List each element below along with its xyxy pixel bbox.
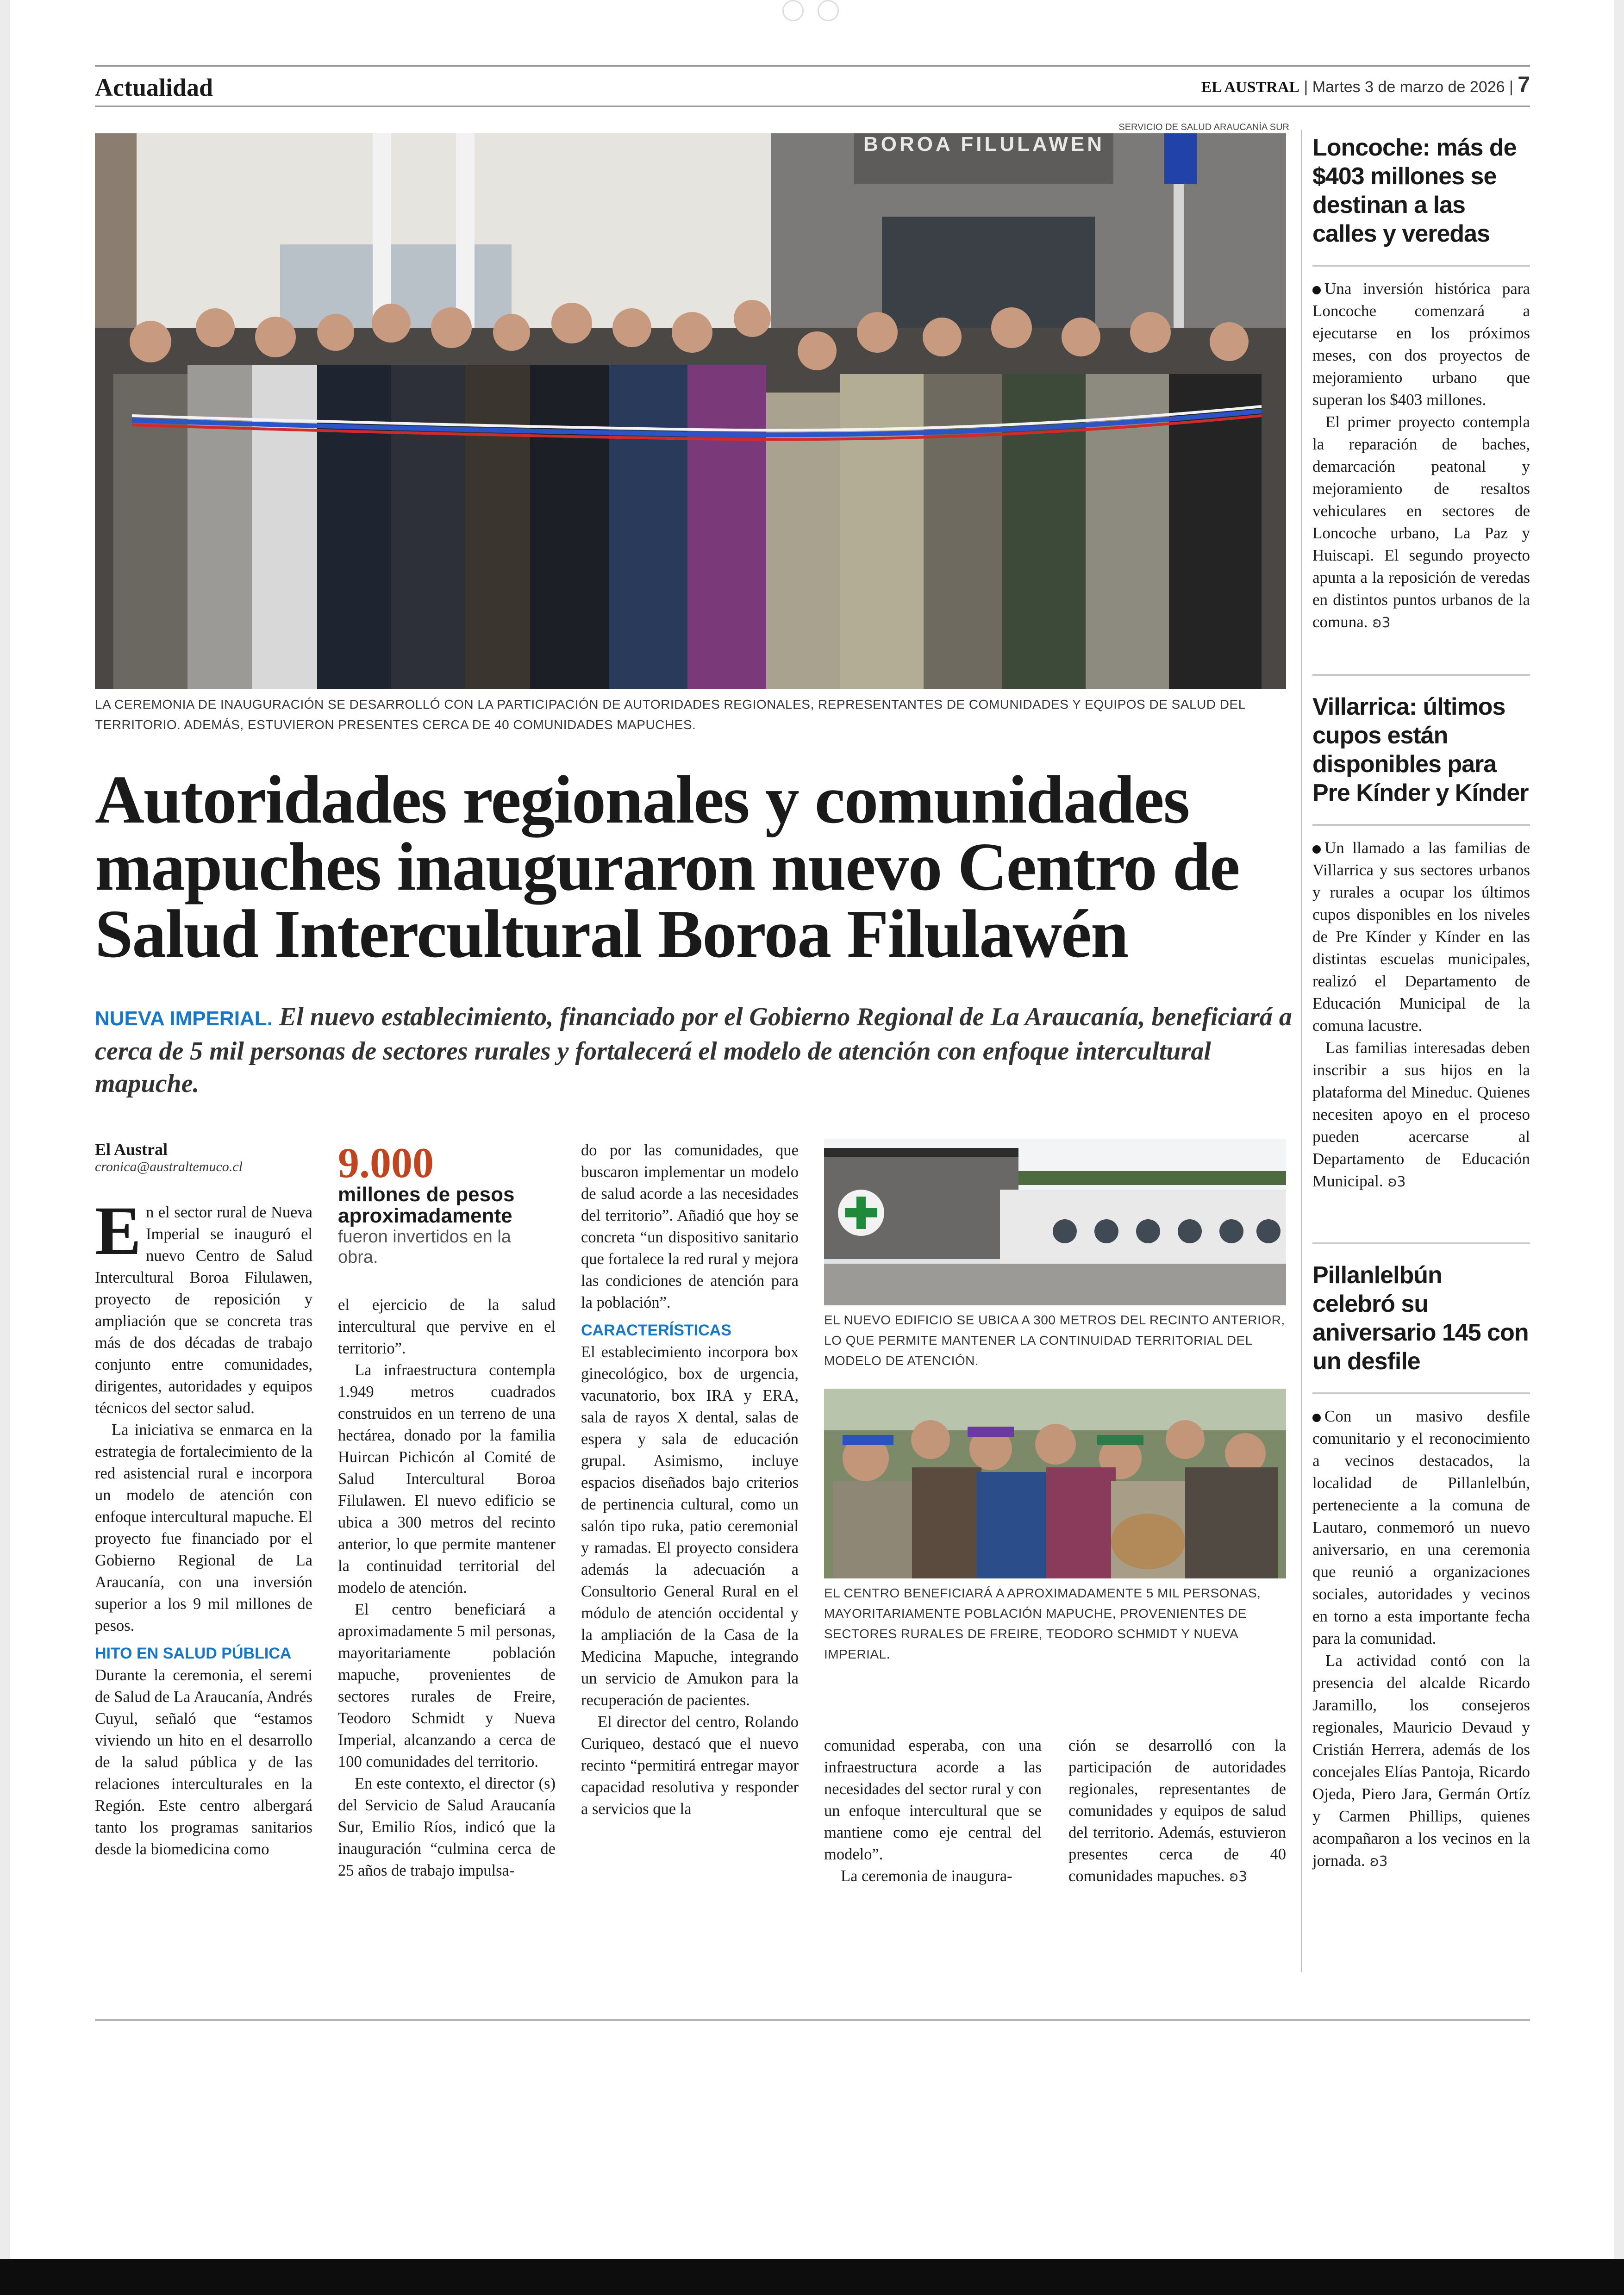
end-mark-icon: ʚ3	[1387, 1174, 1406, 1190]
headline: Autoridades regionales y comunidades mapuches inauguraron nuevo Centro de Salud Intercultural Boroa Filulawén	[95, 762, 1239, 972]
story1-separator	[1312, 265, 1530, 267]
page-edge-right	[1614, 0, 1624, 2259]
highlight-sub: fueron invertidos en la obra.	[338, 1227, 511, 1267]
highlight-number: 9.000	[338, 1139, 434, 1186]
col2-p4: En este contexto, el director (s) del Servicio de Salud Araucanía Sur, Emilio Ríos, indicó que la inauguración “culmina cerca de 25 años de trabajo impulsa-	[338, 1775, 556, 1879]
photo-credit: SERVICIO DE SALUD ARAUCANÍA SUR	[1118, 122, 1289, 132]
deck-text: El nuevo establecimiento, financiado por el Gobierno Regional de La Araucanía, beneficiará a cerca de 5 mil personas de sectores rurales y fortalecerá el modelo de atención con enfoque intercultural mapuche.	[95, 1003, 1292, 1098]
masthead: EL AUSTRAL | Martes 3 de marzo de 2026 | 7	[1201, 73, 1530, 97]
page-number: 7	[1518, 73, 1530, 97]
highlight-label: millones de pesos aproximadamente	[338, 1183, 515, 1227]
col4-p1: comunidad esperaba, con una infraestructura acorde a las necesidades del sector rural y con un enfoque intercultural que se mantiene como eje central del modelo”.	[824, 1737, 1042, 1863]
dropcap: E	[95, 1192, 142, 1269]
page-bottom-rule	[95, 2019, 1530, 2021]
byline: El Austral	[95, 1140, 168, 1159]
col2-p3: El centro beneficiará a aproximadamente 5 mil personas, mayoritariamente población mapuche, provenientes de sectores rurales de Freire, Teodoro Schmidt y Nueva Imperial, alcanzando a cerca de 100 comunidades del territorio.	[338, 1601, 556, 1771]
article-column-4	[824, 1735, 1042, 1887]
issue-date: Martes 3 de marzo de 2026	[1312, 78, 1505, 96]
sidebar-divider	[1301, 130, 1302, 1972]
section-label: Actualidad	[95, 74, 213, 101]
header-bottom-rule	[95, 106, 1530, 107]
subhead-caracteristicas: CARACTERÍSTICAS	[581, 1322, 731, 1339]
col1-p1: n el sector rural de Nueva Imperial se inauguró el nuevo Centro de Salud Intercultural Boroa Filulawen, proyecto de reposición y ampliación que se concreta tras más de dos décadas de trabajo conjunto entre comunidades, dirigentes, autoridades y equipos técnicos del sector salud.	[95, 1204, 312, 1417]
end-mark-icon: ʚ3	[1372, 615, 1391, 631]
article-column-3	[581, 1140, 799, 1820]
article-column-2	[338, 1294, 556, 1882]
article-column-1	[95, 1192, 312, 1860]
col2-p1: el ejercicio de la salud intercultural que pervive en el territorio”.	[338, 1296, 556, 1357]
story3-separator	[1312, 1392, 1530, 1394]
story3-body	[1312, 1405, 1530, 1873]
col3-p2: El establecimiento incorpora box ginecológico, box de urgencia, vacunatorio, box IRA y ERA, sala de rayos X dental, salas de espera y sala de educación grupal. Asimismo, incluye espacios diseñados bajo criterios de pertinencia cultural, como un salón tipo ruka, patio ceremonial y ramadas. El proyecto considera además la adecuación a Consultorio General Rural en el módulo de atención occidental y la ampliación de la Casa de la Medicina Mapuche, integrando un servicio de Amukon para la recuperación de pacientes.	[581, 1343, 799, 1709]
paper-name: EL AUSTRAL	[1201, 79, 1300, 96]
building-sign: BOROA FILULAWEN	[863, 133, 1105, 156]
col1-p2: La iniciativa se enmarca en la estrategia de fortalecimiento de la red asistencial rural e incorpora un modelo de atención con enfoque intercultural mapuche. El proyecto fue financiado por el Gobierno Regional de La Araucanía, con una inversión superior a los 9 mil millones de pesos.	[95, 1421, 312, 1634]
sidebar-rule-1	[1312, 674, 1530, 676]
end-mark-icon: ʚ3	[1369, 1853, 1388, 1870]
page-dot[interactable]	[782, 0, 804, 21]
viewer-page-dots[interactable]	[782, 0, 839, 21]
col2-p2: La infraestructura contempla 1.949 metros cuadrados construidos en un terreno de una hectárea, donado por la familia Huircan Pichicón al Comité de Salud Intercultural Boroa Filulawen. El nuevo edificio se ubica a 300 metros del recinto anterior, lo que permite mantener la continuidad territorial del modelo de atención.	[338, 1361, 556, 1597]
highlight-box	[338, 1141, 556, 1267]
author-email[interactable]: cronica@australtemuco.cl	[95, 1159, 243, 1174]
page-edge-left	[0, 0, 10, 2259]
article-column-5	[1068, 1735, 1286, 1888]
story1-title: Loncoche: más de $403 millones se destinan a las calles y veredas	[1312, 134, 1517, 247]
community-photo-caption: EL CENTRO BENEFICIARÁ A APROXIMADAMENTE 5 MIL PERSONAS, MAYORITARIAMENTE POBLACIÓN MAPUCHE, PROVENIENTES DE SECTORES RURALES DE FREIRE, TEODORO SCHMIDT Y NUEVA IMPERIAL.	[824, 1586, 1261, 1661]
viewer-bottom-bar	[0, 2259, 1624, 2295]
deck	[95, 1001, 1299, 1100]
newspaper-page	[95, 65, 1530, 2023]
sidebar-story-pillanlelbun	[1312, 1261, 1530, 1873]
col3-p3: El director del centro, Rolando Curiqueo, destacó que el nuevo recinto “permitirá entregar mayor capacidad resolutiva y responder a servicios que la	[581, 1713, 799, 1818]
bullet-icon	[1312, 845, 1321, 854]
story1-p1: Una inversión histórica para Loncoche comenzará a ejecutarse en los próximos meses, con dos proyectos de mejoramiento urbano que superan los $403 millones.	[1312, 280, 1530, 409]
story2-p2: Las familias interesadas deben inscribir a sus hijos en la plataforma del Mineduc. Quienes necesiten apoyo en el proceso pueden acercarse al Departamento de Educación Municipal.	[1312, 1039, 1530, 1190]
building-photo	[824, 1139, 1286, 1305]
story3-p2: La actividad contó con la presencia del alcalde Ricardo Jaramillo, los consejeros regionales, Mauricio Devaud y Cristián Herrera, además de los concejales Elías Pantoja, Ricardo Ojeda, Piero Jara, Germán Ortíz y Carmen Phillips, quienes acompañaron a los vecinos en la jornada.	[1312, 1652, 1530, 1870]
end-mark-icon: ʚ3	[1229, 1869, 1248, 1885]
story2-body	[1312, 837, 1530, 1193]
story1-p2: El primer proyecto contempla la reparación de baches, demarcación peatonal y mejoramiento de resaltos vehiculares en sectores de Loncoche urbano, La Paz y Huiscapi. El segundo proyecto apunta a la reposición de veredas en distintos puntos urbanos de la comuna.	[1312, 413, 1530, 631]
col3-p1: do por las comunidades, que buscaron implementar un modelo de salud acorde a las necesidades del territorio”. Añadió que hoy se concreta “un dispositivo sanitario que fortalece la red rural y mejora las condiciones de atención para la población”.	[581, 1141, 799, 1311]
sidebar-rule-2	[1312, 1242, 1530, 1244]
byline-block	[95, 1140, 312, 1175]
story3-title: Pillanlelbún celebró su aniversario 145 con un desfile	[1312, 1262, 1529, 1375]
col5-p1: ción se desarrolló con la participación de autoridades regionales, representantes de comunidades y equipos de salud del territorio. Además, estuvieron presentes cerca de 40 comunidades mapuches.	[1068, 1737, 1286, 1885]
sidebar-story-loncoche	[1312, 133, 1530, 634]
story2-p1: Un llamado a las familias de Villarrica y sus sectores urbanos y rurales a ocupar los últimos cupos disponibles en los niveles de Pre Kínder y Kínder en las distintas escuelas municipales, realizó el Departamento de Educación Municipal de la comuna lacustre.	[1312, 839, 1530, 1035]
story1-body	[1312, 278, 1530, 634]
header-top-rule	[95, 65, 1530, 67]
sidebar-story-villarrica	[1312, 692, 1530, 1193]
story2-title: Villarrica: últimos cupos están disponibles para Pre Kínder y Kínder	[1312, 693, 1529, 806]
subhead-hito: HITO EN SALUD PÚBLICA	[95, 1645, 292, 1662]
bullet-icon	[1312, 286, 1321, 294]
building-photo-caption: EL NUEVO EDIFICIO SE UBICA A 300 METROS DEL RECINTO ANTERIOR, LO QUE PERMITE MANTENER LA CONTINUIDAD TERRITORIAL DEL MODELO DE ATENCIÓN.	[824, 1313, 1285, 1368]
main-photo	[95, 133, 1286, 689]
community-photo	[824, 1389, 1286, 1578]
col4-p2: La ceremonia de inaugura-	[841, 1867, 1012, 1885]
story2-separator	[1312, 824, 1530, 826]
col1-p3: Durante la ceremonia, el seremi de Salud de La Araucanía, Andrés Cuyul, señaló que “estamos viviendo un hito en el desarrollo de la salud pública y de las relaciones interculturales en la Región. Este centro albergará tanto los programas sanitarios desde la biomedicina como	[95, 1666, 312, 1858]
bullet-icon	[1312, 1414, 1321, 1422]
page-dot[interactable]	[818, 0, 839, 21]
main-photo-caption: LA CEREMONIA DE INAUGURACIÓN SE DESARROLLÓ CON LA PARTICIPACIÓN DE AUTORIDADES REGIONALES, REPRESENTANTES DE COMUNIDADES Y EQUIPOS DE SALUD DEL TERRITORIO. ADEMÁS, ESTUVIERON PRESENTES CERCA DE 40 COMUNIDADES MAPUCHES.	[95, 697, 1245, 732]
kicker: NUEVA IMPERIAL.	[95, 1007, 273, 1030]
story3-p1: Con un masivo desfile comunitario y el reconocimiento a vecinos destacados, la localidad de Pillanlelbún, perteneciente a la comuna de Lautaro, conmemoró un nuevo aniversario, en una ceremonia que reunió a organizaciones sociales, autoridades y vecinos en torno a esta importante fecha para la comunidad.	[1312, 1407, 1530, 1647]
